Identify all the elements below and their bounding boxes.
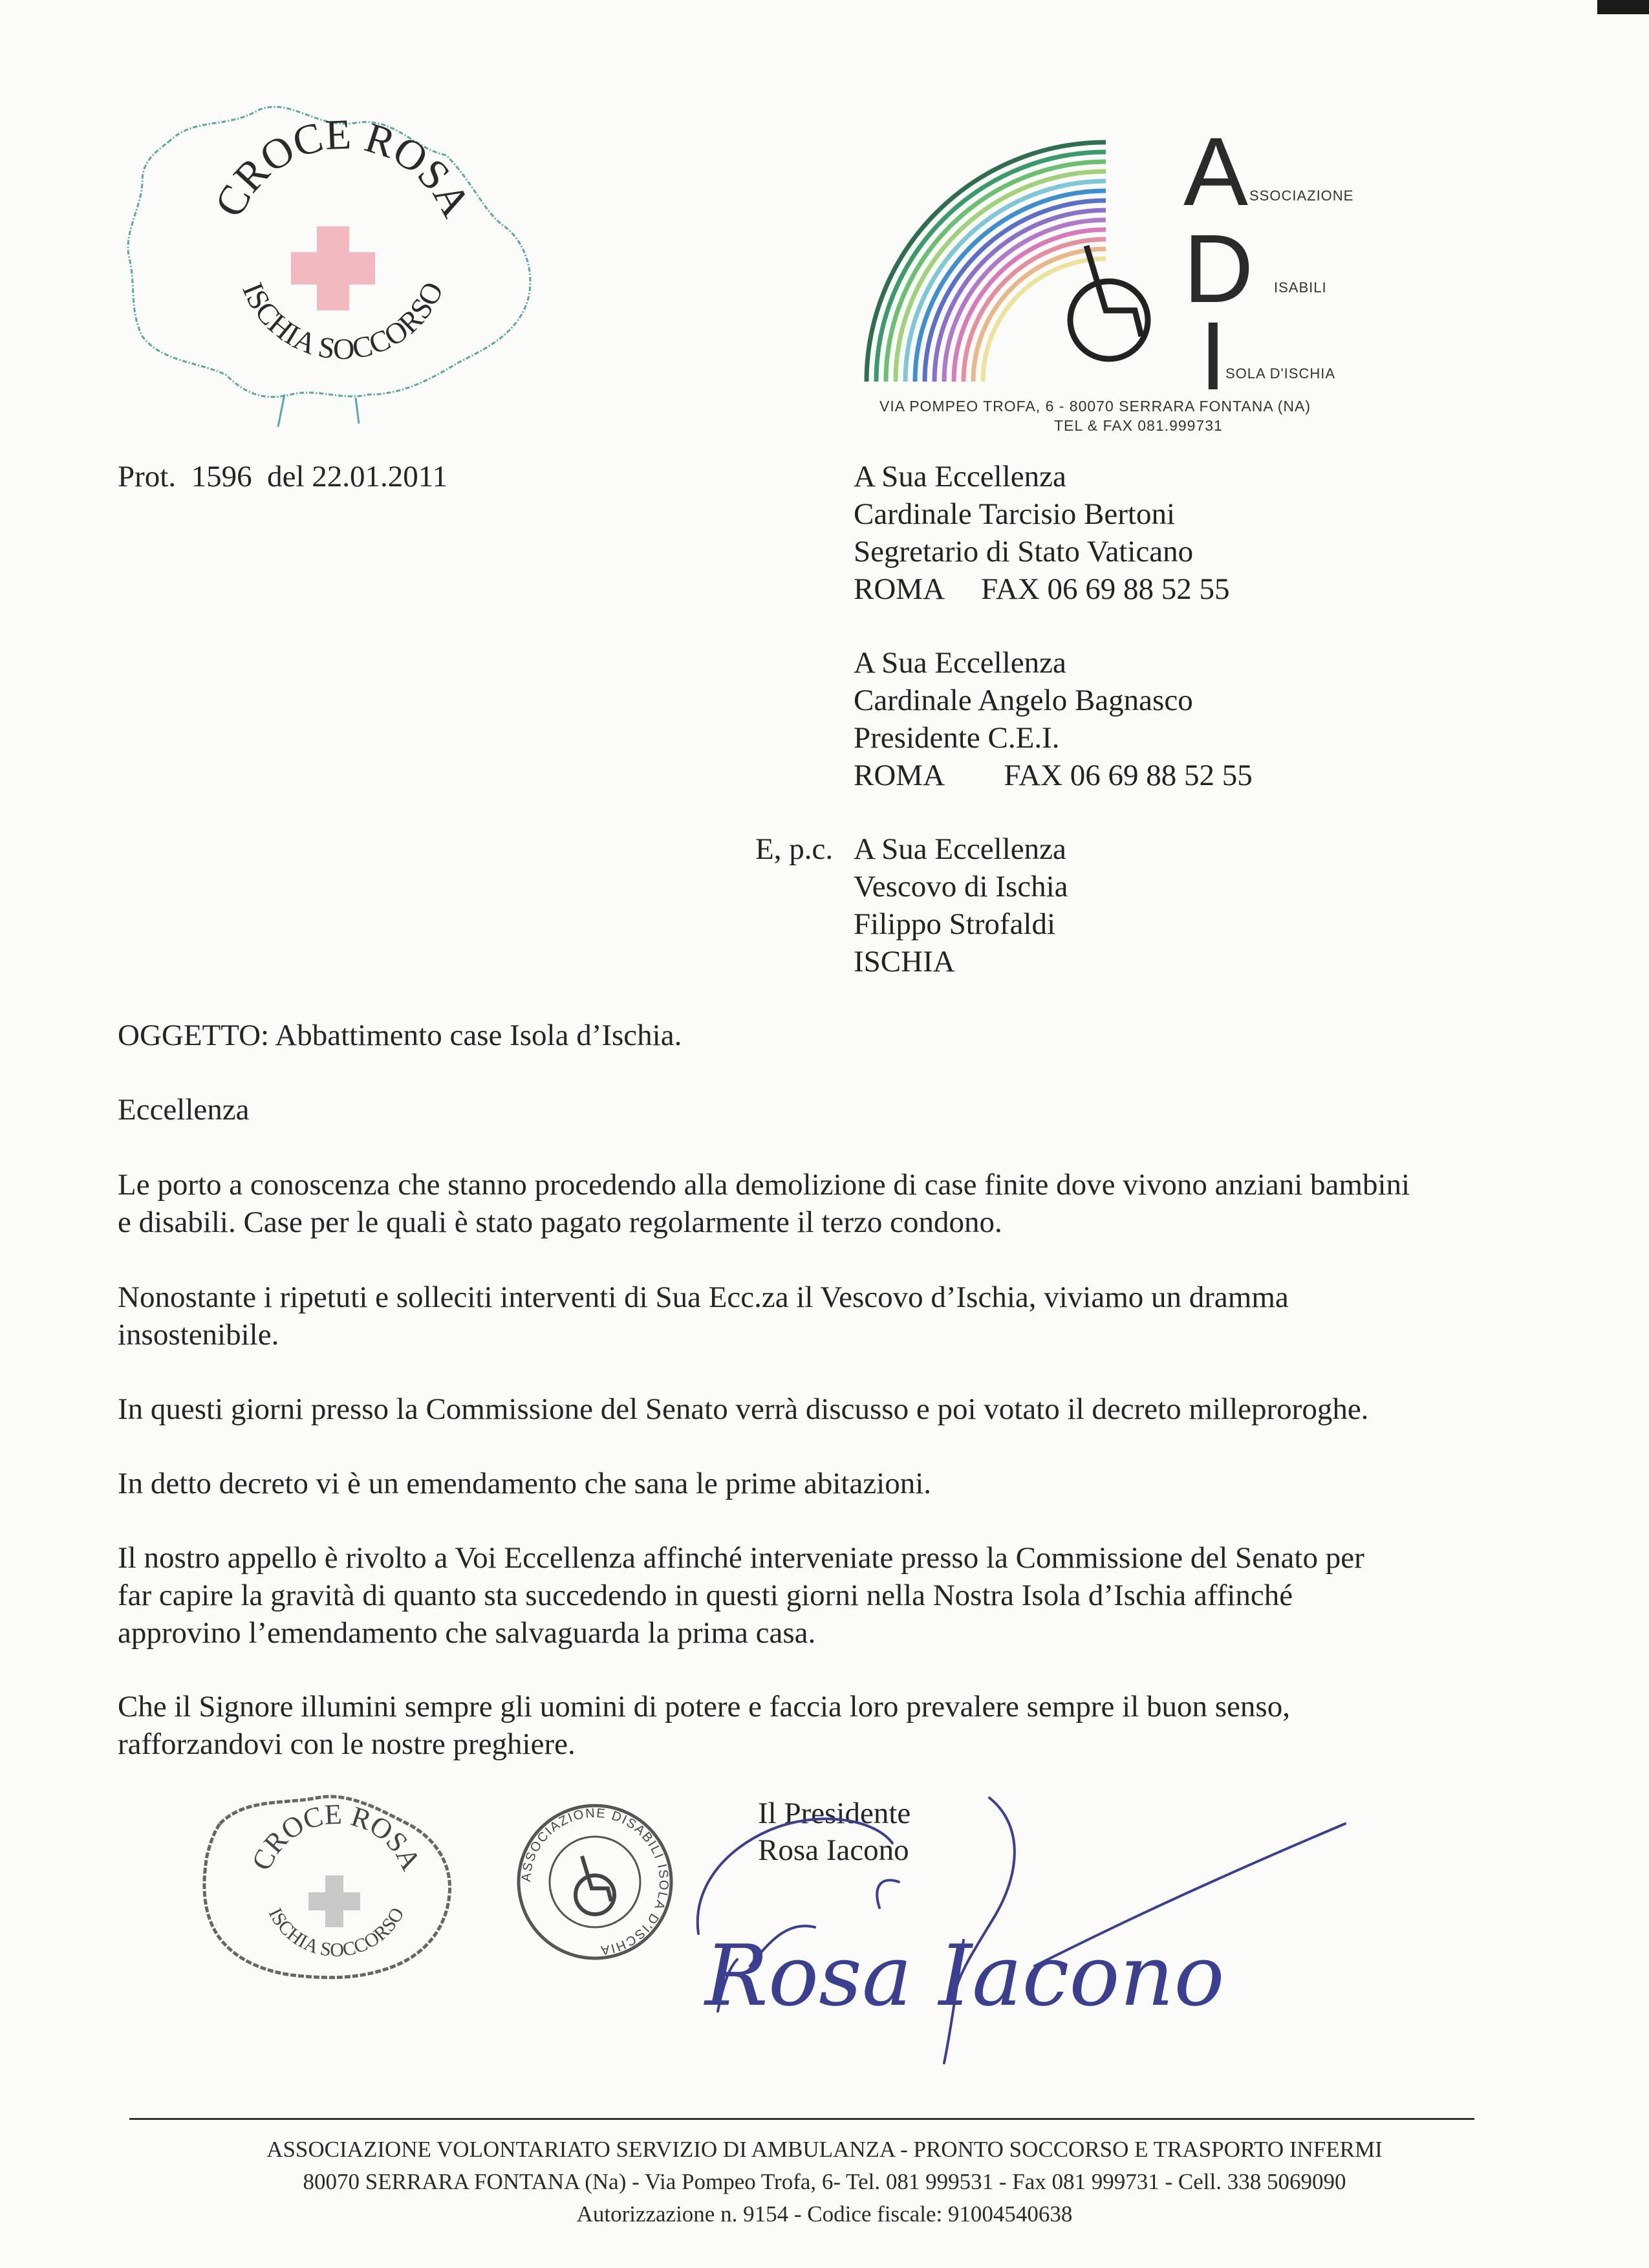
paragraph-line: far capire la gravità di quanto sta succedendo in questi giorni nella Nostra Isola d’Ischia affinché	[118, 1579, 1293, 1612]
salutation: Eccellenza	[118, 1093, 250, 1127]
adi-stamp	[511, 1798, 679, 1966]
adi-address-line2: TEL & FAX 081.999731	[1054, 417, 1223, 434]
adi-stamp-icon	[511, 1798, 679, 1966]
stamp-cross-icon	[308, 1875, 360, 1927]
body-paragraph-1	[118, 1166, 1527, 1241]
recipient-line: Presidente C.E.I.	[854, 721, 1060, 755]
body-paragraph-4	[118, 1465, 1527, 1502]
body-paragraph-5	[118, 1539, 1527, 1652]
paragraph-line: Le porto a conoscenza che stanno procedendo alla demolizione di case finite dove vivono anziani bambini	[118, 1168, 1410, 1202]
adi-letter-d: D	[1183, 214, 1254, 323]
cc-prefix: E, p.c.	[755, 832, 834, 866]
croce-rosa-logo	[123, 91, 563, 440]
paragraph-line: Che il Signore illumini sempre gli uomini di potere e faccia loro prevalere sempre il buon senso,	[118, 1690, 1290, 1723]
recipient-line: Vescovo di Ischia	[854, 870, 1068, 903]
recipient-line: ISCHIA	[854, 945, 955, 978]
paragraph-line: Nonostante i ripetuti e solleciti interventi di Sua Ecc.za il Vescovo d’Ischia, viviamo un dramma	[118, 1280, 1289, 1314]
recipient-line: Cardinale Angelo Bagnasco	[854, 684, 1193, 717]
subject-line: OGGETTO: Abbattimento case Isola d’Ischia.	[118, 1019, 682, 1052]
paragraph-line: approvino l’emendamento che salvaguarda la prima casa.	[118, 1616, 816, 1650]
croce-rosa-stamp-icon	[194, 1785, 466, 1992]
island-outline-icon	[123, 91, 563, 440]
paragraph-line: Il nostro appello è rivolto a Voi Eccellenza affinché interveniate presso la Commissione del Senato per	[118, 1541, 1364, 1575]
signature-script-text: Rosa Iacono	[705, 1927, 1225, 2025]
recipient-block-1	[854, 458, 1229, 608]
footer-line-3: Autorizzazione n. 9154 - Codice fiscale: 91004540638	[576, 2201, 1073, 2227]
svg-text:CROCE ROSA: CROCE ROSA	[245, 1798, 427, 1875]
adi-word-disabili: ISABILI	[1274, 279, 1327, 296]
adi-letter-i: I	[1200, 301, 1227, 410]
recipient-line: A Sua Eccellenza	[854, 832, 1066, 866]
footer-divider	[129, 2118, 1474, 2120]
recipient-line: ROMA FAX 06 69 88 52 55	[854, 759, 1253, 792]
wheelchair-icon	[1061, 239, 1164, 369]
paragraph-line: In detto decreto vi è un emendamento che sana le prime abitazioni.	[118, 1467, 932, 1500]
red-cross-icon	[291, 226, 375, 310]
signature-scribble-icon	[685, 1772, 1384, 2069]
recipient-block-3	[854, 830, 1068, 980]
scan-corner-mark	[1597, 0, 1649, 14]
adi-word-associazione: SSOCIAZIONE	[1249, 188, 1354, 204]
paragraph-line: In questi giorni presso la Commissione del Senato verrà discusso e poi votato il decreto milleproroghe.	[118, 1392, 1369, 1426]
recipient-line: A Sua Eccellenza	[854, 460, 1066, 493]
signature-name: Rosa Iacono	[758, 1833, 909, 1867]
recipient-line: Cardinale Tarcisio Bertoni	[854, 497, 1176, 531]
body-paragraph-2	[118, 1279, 1527, 1354]
croce-rosa-logo-top-text: CROCE ROSA	[206, 111, 480, 225]
body-paragraph-6	[118, 1688, 1527, 1763]
croce-rosa-stamp	[194, 1785, 466, 1992]
handwritten-signature	[685, 1772, 1384, 2069]
signature-title: Il Presidente	[758, 1797, 911, 1830]
recipient-line: Filippo Strofaldi	[854, 907, 1056, 941]
adi-word-isola: SOLA D'ISCHIA	[1225, 365, 1336, 382]
paragraph-line: insostenibile.	[118, 1318, 279, 1352]
body-paragraph-3	[118, 1390, 1527, 1428]
adi-address-line1: VIA POMPEO TROFA, 6 - 80070 SERRARA FONTANA (NA)	[879, 398, 1311, 415]
croce-rosa-logo-bottom-text: ISCHIA SOCCORSO	[236, 277, 450, 366]
paragraph-line: rafforzandovi con le nostre preghiere.	[118, 1727, 576, 1761]
footer-line-1: ASSOCIAZIONE VOLONTARIATO SERVIZIO DI AMBULANZA - PRONTO SOCCORSO E TRASPORTO INFERMI	[266, 2137, 1383, 2162]
recipient-line: ROMA FAX 06 69 88 52 55	[854, 572, 1230, 606]
adi-letter-a: A	[1183, 117, 1249, 226]
paragraph-line: e disabili. Case per le quali è stato pagato regolarmente il terzo condono.	[118, 1205, 1002, 1239]
protocol-number: Prot. 1596 del 22.01.2011	[118, 460, 448, 493]
recipient-line: A Sua Eccellenza	[854, 646, 1066, 680]
stamp-wheelchair-icon	[576, 1856, 614, 1914]
footer-line-2: 80070 SERRARA FONTANA (Na) - Via Pompeo Trofa, 6- Tel. 081 999531 - Fax 081 999731 - Cell. 338 5069090	[303, 2169, 1346, 2194]
svg-text:ISCHIA SOCCORSO: ISCHIA SOCCORSO	[264, 1904, 409, 1961]
recipient-block-2	[854, 644, 1253, 794]
recipient-line: Segretario di Stato Vaticano	[854, 535, 1194, 568]
svg-text:ASSOCIAZIONE DISABILI ISOLA D': ASSOCIAZIONE DISABILI ISOLA D'ISCHIA	[519, 1806, 671, 1958]
adi-logo	[854, 117, 1526, 434]
